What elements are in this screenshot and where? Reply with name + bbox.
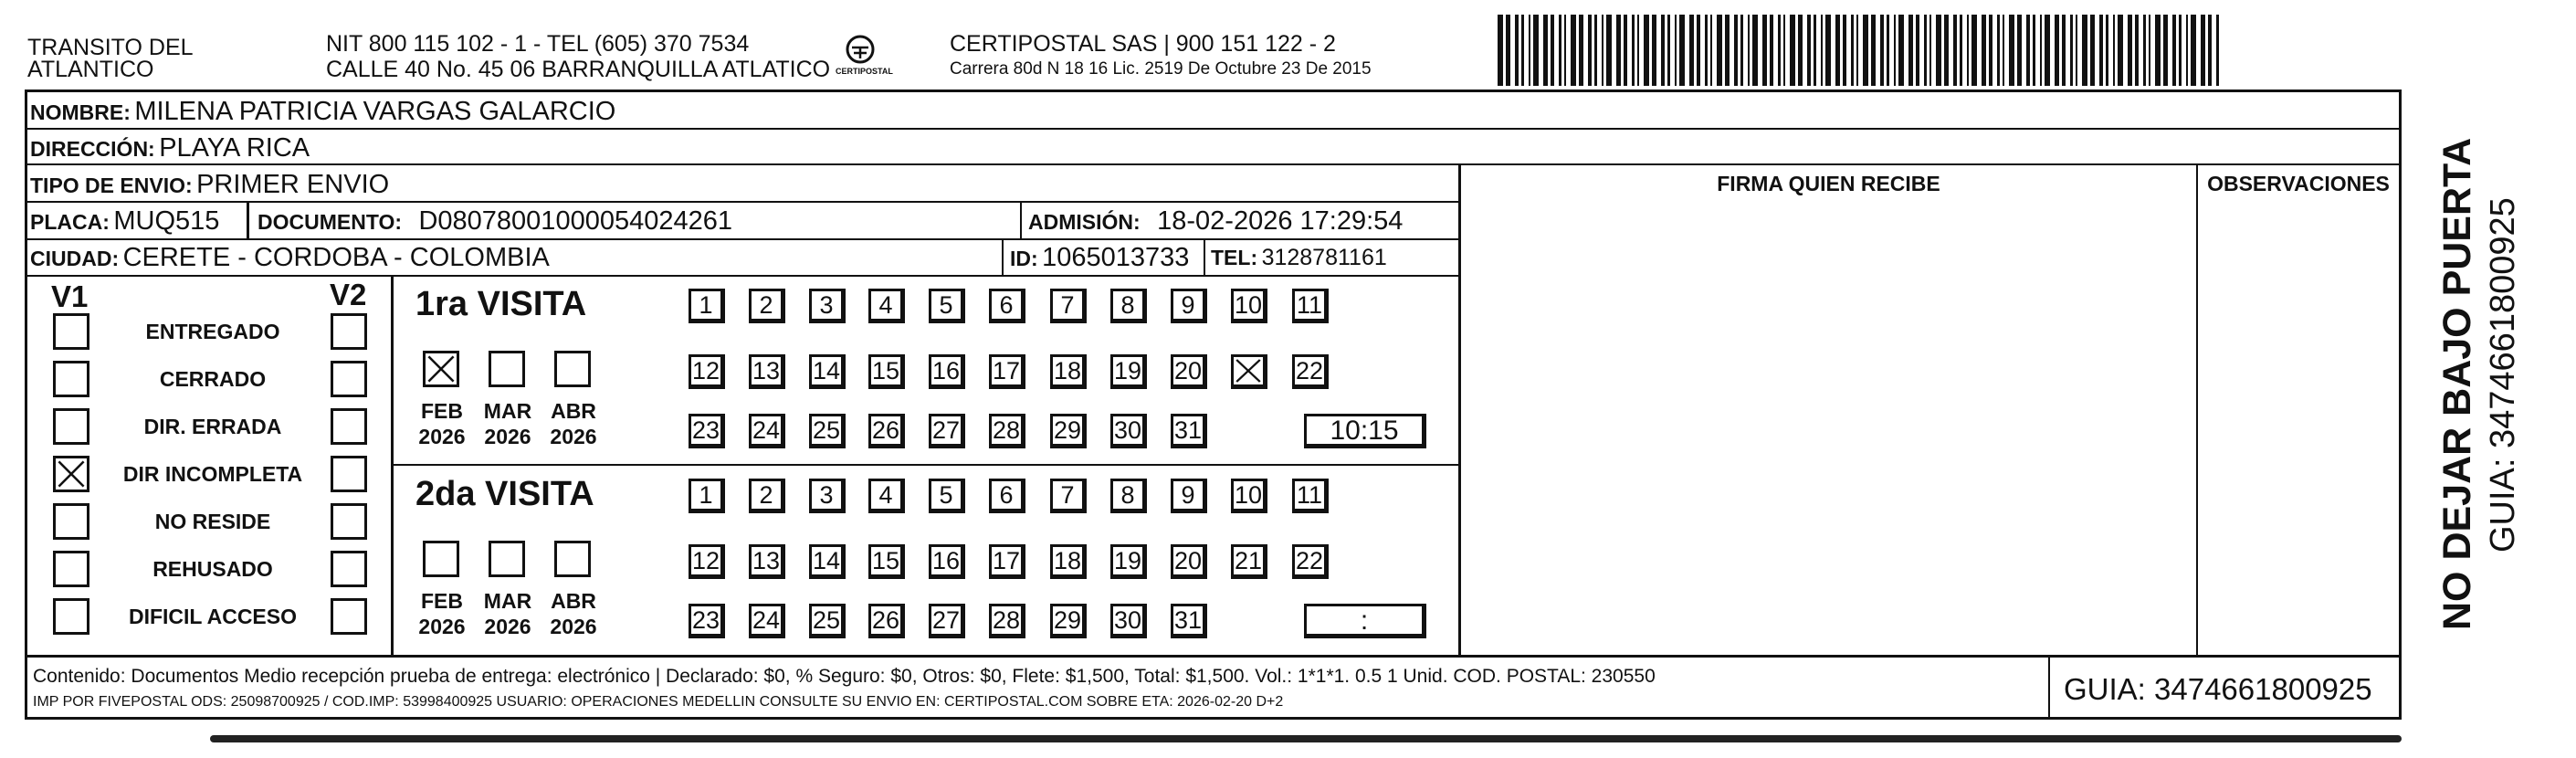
tel-label: TEL: [1211, 246, 1258, 269]
certipostal-nit: CERTIPOSTAL SAS | 900 151 122 - 2 [950, 31, 1336, 57]
day-box[interactable]: 18 [1050, 544, 1087, 579]
footer-guia: GUIA: 3474661800925 [2064, 672, 2372, 706]
month-label: FEB 2026 [418, 399, 466, 448]
time-box[interactable]: 10:15 [1304, 414, 1426, 448]
ciudad-label: CIUDAD: [30, 247, 120, 270]
day-box[interactable]: 15 [868, 544, 905, 579]
admision-label: ADMISIÓN: [1028, 210, 1141, 234]
day-box[interactable]: 20 [1171, 544, 1207, 579]
documento-value: D08078001000054024261 [418, 206, 732, 236]
status-label: DIR INCOMPLETA [122, 462, 303, 486]
v2-checkbox[interactable] [331, 408, 367, 445]
month-checkbox[interactable] [489, 351, 525, 387]
v1-checkbox[interactable] [53, 551, 89, 587]
v2-checkbox[interactable] [331, 598, 367, 635]
documento-label: DOCUMENTO: [258, 210, 403, 234]
day-box[interactable]: 10 [1231, 289, 1267, 323]
month-label: MAR 2026 [483, 589, 532, 638]
day-box[interactable]: 21 [1231, 544, 1267, 579]
day-box[interactable]: 14 [809, 354, 846, 389]
contenido-line: Contenido: Documentos Medio recepción prueba de entrega: electrónico | Declarado: $0, % Seguro: $0, Otros: $0, Flete: $1,500, Total: $1,500. Vol.: 1*1*1. 0.5 1 Unid. COD. POSTAL: 230550 [33, 666, 1656, 687]
v2-checkbox[interactable] [331, 313, 367, 350]
day-box[interactable] [1231, 354, 1267, 389]
day-box[interactable]: 6 [989, 289, 1025, 323]
day-box[interactable]: 13 [749, 354, 785, 389]
day-box[interactable]: 11 [1292, 289, 1329, 323]
observaciones-header: OBSERVACIONES [2207, 172, 2390, 195]
day-box[interactable]: 16 [929, 354, 965, 389]
nombre-label: NOMBRE: [30, 100, 131, 124]
day-box[interactable]: 5 [929, 289, 965, 323]
day-box[interactable]: 26 [868, 414, 905, 448]
id-value: 1065013733 [1042, 243, 1190, 272]
v2-checkbox[interactable] [331, 361, 367, 397]
day-box[interactable]: 25 [809, 604, 846, 638]
address-line: CALLE 40 No. 45 06 BARRANQUILLA ATLATICO [326, 57, 831, 82]
day-box[interactable]: 16 [929, 544, 965, 579]
v1-checkbox[interactable] [53, 456, 89, 492]
day-box[interactable]: 6 [989, 479, 1025, 513]
side-guia: GUIA: 3474661800925 [2484, 197, 2522, 553]
day-box[interactable]: 5 [929, 479, 965, 513]
day-box[interactable]: 9 [1171, 479, 1207, 513]
day-box[interactable]: 24 [749, 414, 785, 448]
tipo-envio-label: TIPO DE ENVIO: [30, 174, 193, 197]
day-box[interactable]: 28 [989, 414, 1025, 448]
day-box[interactable]: 9 [1171, 289, 1207, 323]
day-box[interactable]: 11 [1292, 479, 1329, 513]
v1-checkbox[interactable] [53, 361, 89, 397]
day-box[interactable]: 31 [1171, 604, 1207, 638]
day-box[interactable]: 19 [1110, 354, 1147, 389]
v1-checkbox[interactable] [53, 313, 89, 350]
tel-value: 3128781161 [1261, 245, 1387, 270]
tipo-envio-value: PRIMER ENVIO [196, 170, 390, 199]
month-checkbox[interactable] [554, 541, 591, 577]
day-box[interactable]: 2 [749, 479, 785, 513]
v2-checkbox[interactable] [331, 456, 367, 492]
day-box[interactable]: 1 [689, 479, 725, 513]
v1-checkbox[interactable] [53, 408, 89, 445]
certipostal-logo [836, 33, 893, 84]
barcode [1498, 15, 2228, 88]
visit-title: 2da VISITA [415, 475, 594, 513]
day-box[interactable]: 29 [1050, 414, 1087, 448]
day-box[interactable]: 4 [868, 289, 905, 323]
ciudad-value: CERETE - CORDOBA - COLOMBIA [122, 243, 550, 272]
day-box[interactable]: 10 [1231, 479, 1267, 513]
nombre-value: MILENA PATRICIA VARGAS GALARCIO [134, 97, 616, 126]
month-checkbox[interactable] [423, 541, 459, 577]
day-box[interactable]: 30 [1110, 604, 1147, 638]
status-label: REHUSADO [152, 557, 273, 581]
day-box[interactable]: 17 [989, 544, 1025, 579]
day-box[interactable]: 27 [929, 414, 965, 448]
day-box[interactable]: 23 [689, 604, 725, 638]
month-label: ABR 2026 [550, 589, 597, 638]
v1-label: V1 [51, 279, 89, 313]
day-box[interactable]: 7 [1050, 479, 1087, 513]
day-box[interactable]: 17 [989, 354, 1025, 389]
month-checkbox[interactable] [489, 541, 525, 577]
scan-edge [210, 735, 2402, 742]
placa-label: PLACA: [30, 210, 110, 234]
status-label: ENTREGADO [145, 320, 280, 343]
day-box[interactable]: 23 [689, 414, 725, 448]
day-box[interactable]: 2 [749, 289, 785, 323]
logo-text: CERTIPOSTAL [836, 67, 893, 76]
day-box[interactable]: 3 [809, 289, 846, 323]
day-box[interactable]: 22 [1292, 544, 1329, 579]
month-label: ABR 2026 [550, 399, 597, 448]
day-box[interactable]: 18 [1050, 354, 1087, 389]
day-box[interactable]: 12 [689, 544, 725, 579]
no-dejar-bajo-puerta: NO DEJAR BAJO PUERTA [2435, 137, 2479, 630]
day-box[interactable]: 28 [989, 604, 1025, 638]
day-box[interactable]: 29 [1050, 604, 1087, 638]
month-checkbox[interactable] [423, 351, 459, 387]
day-box[interactable]: 30 [1110, 414, 1147, 448]
day-box[interactable]: 8 [1110, 289, 1147, 323]
day-box[interactable]: 14 [809, 544, 846, 579]
day-box[interactable]: 22 [1292, 354, 1329, 389]
day-box[interactable]: 24 [749, 604, 785, 638]
v2-label: V2 [330, 278, 367, 311]
placa-value: MUQ515 [113, 206, 220, 236]
v2-checkbox[interactable] [331, 551, 367, 587]
firma-quien-recibe: FIRMA QUIEN RECIBE [1717, 172, 1940, 195]
day-box[interactable]: 7 [1050, 289, 1087, 323]
status-label: NO RESIDE [154, 510, 271, 533]
time-box[interactable]: : [1304, 604, 1426, 638]
visit-title: 1ra VISITA [415, 285, 587, 323]
day-box[interactable]: 3 [809, 479, 846, 513]
v1-checkbox[interactable] [53, 598, 89, 635]
license-text: Carrera 80d N 18 16 Lic. 2519 De Octubre 23 De 2015 [950, 59, 1372, 79]
day-box[interactable]: 20 [1171, 354, 1207, 389]
direccion-value: PLAYA RICA [159, 133, 310, 163]
day-box[interactable]: 4 [868, 479, 905, 513]
month-label: FEB 2026 [418, 589, 466, 638]
day-box[interactable]: 31 [1171, 414, 1207, 448]
day-box[interactable]: 19 [1110, 544, 1147, 579]
v1-checkbox[interactable] [53, 503, 89, 540]
day-box[interactable]: 27 [929, 604, 965, 638]
day-box[interactable]: 8 [1110, 479, 1147, 513]
status-label: DIR. ERRADA [143, 415, 282, 438]
company-name-line1: TRANSITO DEL [27, 35, 194, 60]
day-box[interactable]: 15 [868, 354, 905, 389]
day-box[interactable]: 25 [809, 414, 846, 448]
status-label: CERRADO [159, 367, 267, 391]
imp-line: IMP POR FIVEPOSTAL ODS: 25098700925 / COD.IMP: 53998400925 USUARIO: OPERACIONES MEDELLIN CONSULTE SU ENVIO EN: CERTIPOSTAL.COM SOBRE ETA: 2026-02-20 D+2 [33, 694, 1284, 710]
id-label: ID: [1010, 247, 1038, 270]
v2-checkbox[interactable] [331, 503, 367, 540]
admision-value: 18-02-2026 17:29:54 [1157, 206, 1404, 236]
day-box[interactable]: 12 [689, 354, 725, 389]
company-name-line2: ATLANTICO [27, 57, 154, 82]
status-label: DIFICIL ACCESO [128, 605, 297, 628]
day-box[interactable]: 26 [868, 604, 905, 638]
day-box[interactable]: 13 [749, 544, 785, 579]
nit-phone: NIT 800 115 102 - 1 - TEL (605) 370 7534 [326, 31, 750, 57]
direccion-label: DIRECCIÓN: [30, 137, 155, 161]
month-label: MAR 2026 [483, 399, 532, 448]
month-checkbox[interactable] [554, 351, 591, 387]
day-box[interactable]: 1 [689, 289, 725, 323]
